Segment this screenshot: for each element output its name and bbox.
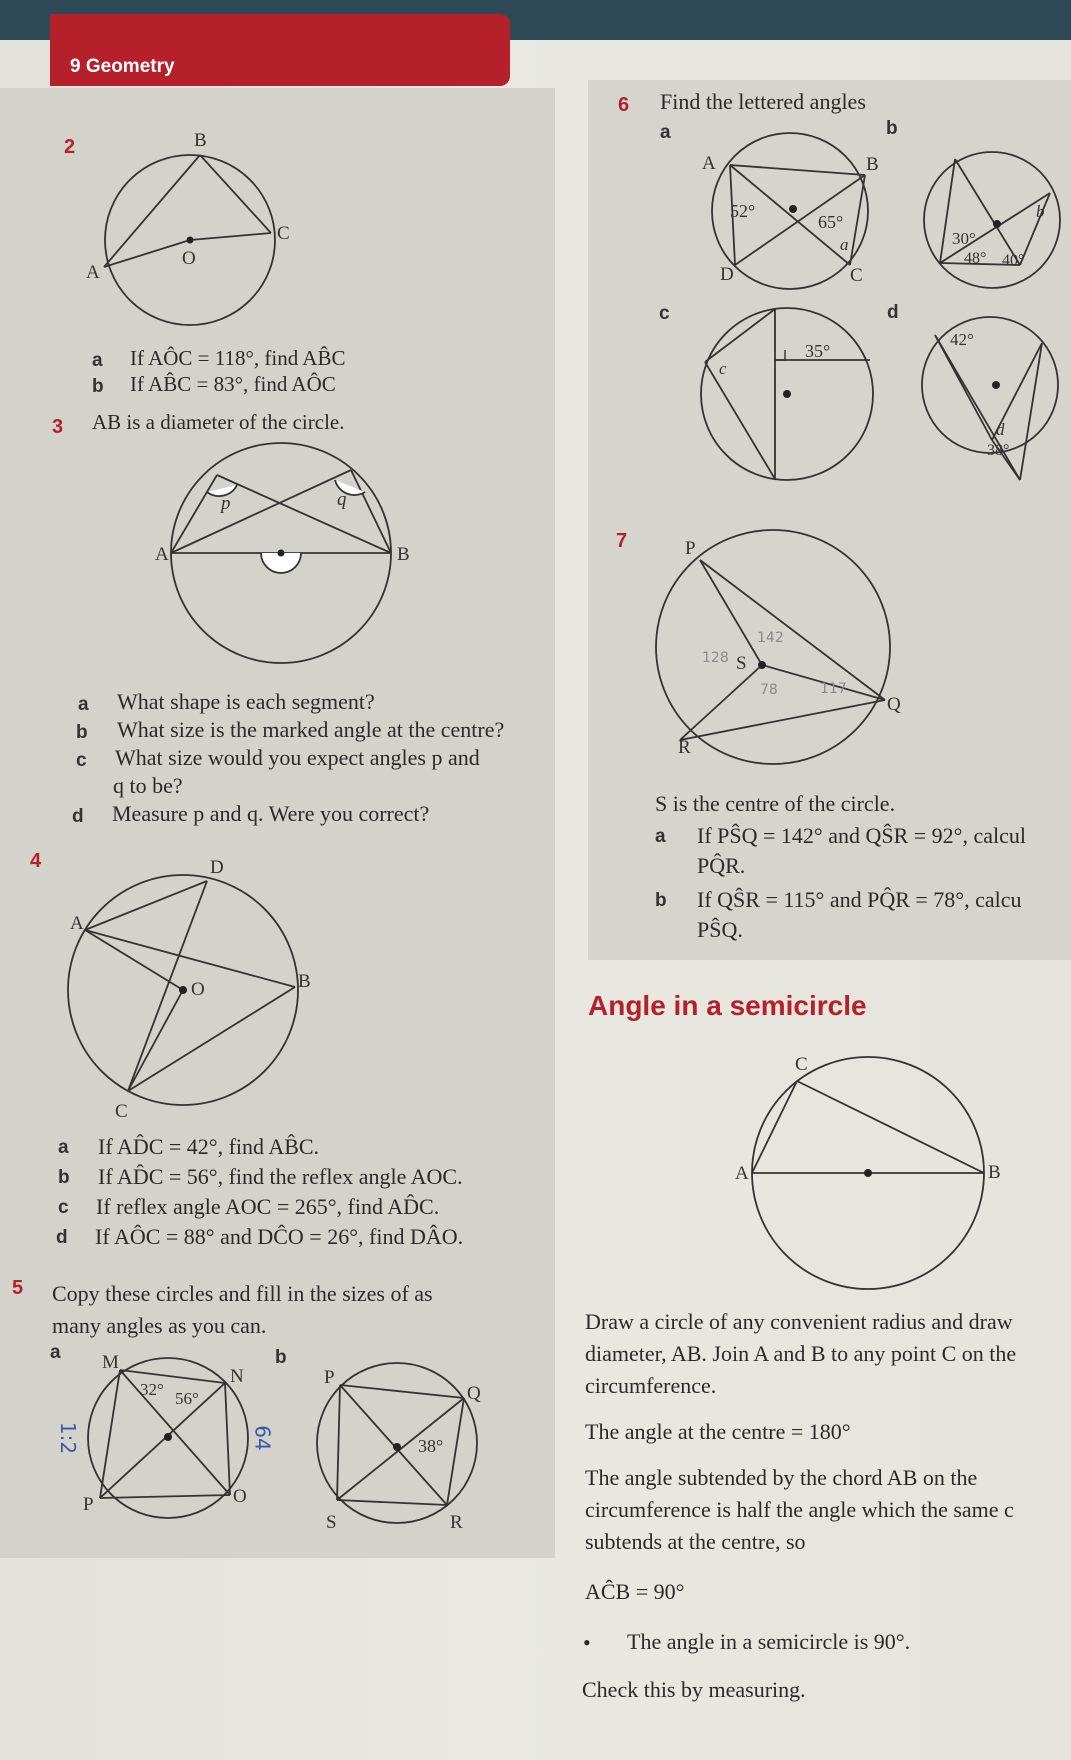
label-c: C [795,1054,808,1075]
question-6b-circle-figure [920,135,1070,305]
label-c: C [277,223,290,244]
chord-5 [1020,193,1050,265]
q6-intro: Find the lettered angles [660,89,866,114]
q5-handwritten-right: 64 [250,1425,275,1451]
label-o: O [233,1486,247,1507]
chapter-title: 9 Geometry [70,56,175,77]
q4-part-d-label: d [56,1227,68,1248]
radius-oc [128,990,183,1091]
angle-65: 65° [818,212,844,232]
q7-intro: S is the centre of the circle. [655,791,896,816]
q4-part-c-text: If reflex angle AOC = 265°, find AD̂C. [96,1194,440,1219]
chord-2 [705,362,775,479]
label-b: B [194,130,207,151]
q5-line-2: many angles as you can. [52,1313,267,1338]
label-o: O [191,979,205,1000]
semicircle-rule: The angle in a semicircle is 90°. [627,1629,911,1654]
q3-part-d-label: d [72,806,84,827]
angle-b: b [1036,202,1045,221]
chord-ab [85,930,295,987]
radius-sr [680,665,762,740]
q7-part-a-line-2: PQ̂R. [697,853,746,878]
semicircle-para1-line3: circumference. [585,1373,717,1398]
label-r: R [450,1512,463,1533]
q6-part-b-label: b [886,118,898,139]
q3-part-d-text: Measure p and q. Were you correct? [112,801,430,826]
label-b: B [988,1162,1001,1183]
semicircle-figure [735,1045,1015,1305]
q7-part-b-line-1: If QŜR = 115° and PQ̂R = 78°, calcu [697,887,1022,912]
question-7-number: 7 [616,530,628,552]
angle-c: c [719,359,727,378]
label-n: N [230,1366,244,1387]
angle-56: 56° [175,1389,199,1408]
q7-part-a-line-1: If PŜQ = 142° and QŜR = 92°, calcul [697,823,1027,848]
q6-part-d-label: d [887,302,899,323]
question-3-number: 3 [52,416,64,438]
handwritten-78: 78 [760,682,778,698]
label-p: P [83,1494,94,1515]
q3-part-b-label: b [76,722,88,743]
radius-oc [190,233,271,240]
label-d: D [720,264,734,285]
centre-dot [864,1169,872,1177]
circle [922,317,1058,453]
label-q: Q [887,694,901,715]
q3-part-b-text: What size is the marked angle at the centre? [117,717,505,742]
label-o: O [182,248,196,269]
section-title: Angle in a semicircle [588,990,867,1021]
label-a: A [86,262,100,283]
angle-35: 35° [805,341,831,361]
label-b: B [866,154,879,175]
label-a: A [735,1163,749,1184]
q2-part-a-label: a [92,350,103,371]
question-6-number: 6 [618,94,630,116]
label-q: Q [467,1383,481,1404]
radius-oa [85,930,183,990]
question-5b-circle-figure [312,1355,492,1535]
chord-sp [337,1385,340,1500]
chord-3 [940,193,1050,263]
angle-32: 32° [140,1380,164,1399]
question-2-circle-figure [86,125,310,340]
q7-part-b-line-2: PŜQ. [697,917,743,942]
label-m: M [102,1352,119,1373]
radius-oa [104,240,190,267]
angle-38: 38° [418,1436,444,1456]
q2-part-b-text: If AB̂C = 83°, find AÔC [130,372,336,396]
chord-op [100,1495,230,1498]
label-r: R [678,737,691,758]
angle-a: a [840,235,849,254]
chord-q-b [351,470,391,553]
chord-ac [752,1081,797,1173]
centre-dot [993,220,1001,228]
question-3-circle-figure [155,440,415,670]
diagonal-qs [337,1398,464,1500]
q3-part-c-label: c [76,750,87,771]
chord-pm [100,1370,120,1498]
question-4-circle-figure [55,850,325,1130]
centre-dot [789,205,797,213]
label-p: P [685,538,696,559]
angle-30: 30° [952,229,976,248]
label-c: C [850,265,863,286]
label-a: A [155,544,169,565]
centre-dot [278,550,285,557]
question-2-number: 2 [64,136,76,158]
centre-dot [179,986,187,994]
question-6d-circle-figure [920,305,1070,525]
chord-pq [340,1385,464,1398]
label-p: P [324,1367,335,1388]
label-s: S [326,1512,337,1533]
question-6c-circle-figure [695,302,885,487]
semicircle-check: Check this by measuring. [582,1677,806,1702]
semicircle-centre-angle: The angle at the centre = 180° [585,1419,851,1444]
question-6a-circle-figure [700,125,890,295]
chord-cb [797,1081,984,1173]
q3-part-a-text: What shape is each segment? [117,689,375,714]
chord-ab [730,165,865,175]
label-b: B [298,971,311,992]
centre-dot [992,381,1000,389]
handwritten-117: 117 [820,681,847,697]
q5-part-a-label: a [50,1342,61,1363]
chord-p-b [217,475,391,553]
chord-pq [700,560,885,700]
label-p: p [221,493,231,514]
chord-rs [337,1500,447,1505]
semicircle-para2-line2: circumference is half the angle which the same c [585,1497,1014,1522]
chord-no [225,1383,230,1495]
chord-a-q [171,470,351,553]
q4-part-a-text: If AD̂C = 42°, find AB̂C. [98,1134,320,1159]
q4-part-c-label: c [58,1197,69,1218]
chord-mn [120,1370,225,1383]
bullet-point: • [583,1630,591,1655]
label-a: A [70,913,84,934]
question-7-circle-figure [650,530,910,765]
label-d: D [210,857,224,878]
centre-dot [393,1443,401,1451]
semicircle-para1-line2: diameter, AB. Join A and B to any point C on the [585,1341,1017,1366]
question-5-number: 5 [12,1277,24,1299]
q6-part-a-label: a [660,122,671,143]
chord-ad [85,881,207,930]
q4-part-b-label: b [58,1167,70,1188]
q4-part-a-label: a [58,1137,69,1158]
diagonal-np [100,1383,225,1498]
handwritten-142: 142 [757,630,784,646]
chord-rq [680,700,885,740]
chord-1 [705,309,775,362]
q4-part-d-text: If AÔC = 88° and DĈO = 26°, find DÂO. [95,1224,464,1249]
q5-handwritten-left: 1:2 [56,1421,81,1455]
label-b: B [397,544,410,565]
chord-bc [200,155,271,233]
q3-intro: AB is a diameter of the circle. [92,410,345,434]
q6-part-c-label: c [659,303,670,324]
semicircle-result: AĈB = 90° [585,1579,685,1604]
angle-48: 48° [964,250,987,267]
label-a: A [702,153,716,174]
q5-part-b-label: b [275,1347,287,1368]
q7-part-a-label: a [655,826,666,847]
centre-dot [783,390,791,398]
semicircle-para2-line3: subtends at the centre, so [585,1529,806,1554]
q3-part-c-text: What size would you expect angles p and [115,745,480,770]
angle-d: d [996,420,1005,439]
label-c: C [115,1101,128,1122]
question-5a-circle-figure [80,1350,260,1525]
angle-42: 42° [950,330,974,349]
label-q: q [337,489,347,510]
question-4-number: 4 [30,850,42,872]
right-angle-mark [775,350,785,360]
q2-part-a-text: If AÔC = 118°, find AB̂C [130,346,346,370]
semicircle-para2-line1: The angle subtended by the chord AB on the [585,1465,978,1490]
handwritten-128: 128 [702,650,729,666]
semicircle-para1-line1: Draw a circle of any convenient radius and draw [585,1309,1013,1334]
angle-52: 52° [730,201,756,221]
q3-part-c-text-cont: q to be? [113,773,183,798]
label-s: S [736,653,747,674]
angle-38: 38° [987,442,1010,459]
centre-dot [164,1433,172,1441]
q2-part-b-label: b [92,376,104,397]
centre-dot [758,661,766,669]
q3-part-a-label: a [78,694,89,715]
q4-part-b-text: If AD̂C = 56°, find the reflex angle AOC. [98,1164,463,1189]
q7-part-b-label: b [655,890,667,911]
chord-bc [128,987,295,1091]
centre-dot [187,237,194,244]
q5-line-1: Copy these circles and fill in the sizes of as [52,1281,433,1306]
angle-40: 40° [1002,252,1025,269]
